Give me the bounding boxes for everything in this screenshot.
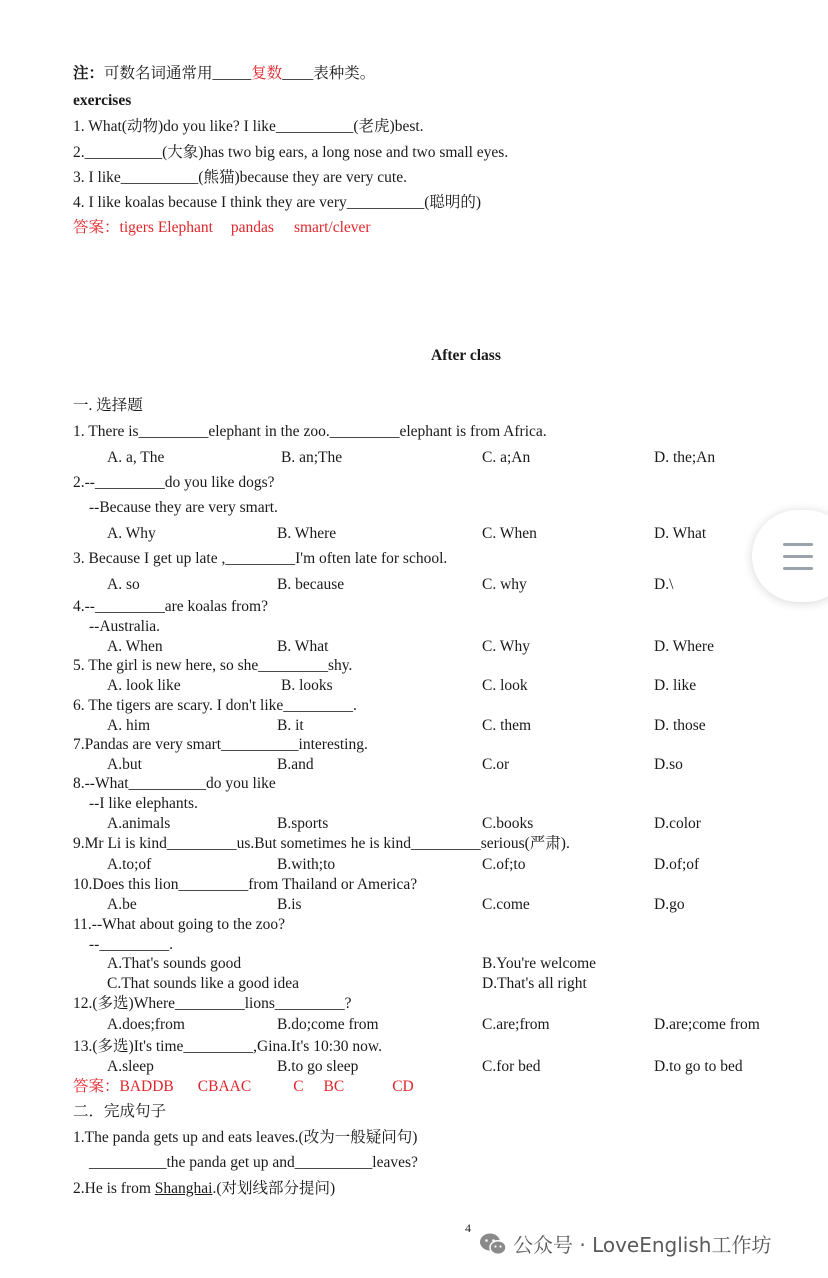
option: B.and: [277, 756, 314, 773]
exercise-item: 4. I like koalas because I think they are very__________(聪明的): [73, 194, 482, 211]
s2-question: 1.The panda gets up and eats leaves.(改为一般疑问句): [73, 1129, 418, 1146]
option: B. because: [277, 576, 345, 593]
option: B.do;come from: [277, 1016, 379, 1033]
option: A. so: [107, 576, 140, 593]
answer-value: CD: [392, 1078, 414, 1095]
option: B. an;The: [281, 449, 343, 466]
option: B.to go sleep: [277, 1058, 359, 1075]
answer-value: tigers Elephant: [119, 219, 213, 236]
note-answer: 复数: [251, 65, 283, 82]
question: 5. The girl is new here, so she_________shy.: [73, 657, 353, 674]
answer-value: BADDB: [119, 1078, 174, 1095]
option: D.of;of: [654, 856, 700, 873]
exercise-item: 3. I like__________(熊猫)because they are very cute.: [73, 169, 407, 186]
option: C. Why: [482, 638, 530, 655]
option: D. the;An: [654, 449, 716, 466]
answer-label: 答案：: [73, 219, 120, 236]
option: A. a, The: [107, 449, 165, 466]
exercise-item: 1. What(动物)do you like? I like__________(老虎)best.: [73, 118, 424, 135]
option: A.That's sounds good: [107, 955, 242, 972]
option: D.to go to bed: [654, 1058, 743, 1075]
option: A.to;of: [107, 856, 152, 873]
option: C.come: [482, 896, 530, 913]
note-pre: 可数名词通常用: [104, 65, 213, 82]
page-number: 4: [465, 1221, 471, 1235]
question: 10.Does this lion_________from Thailand or America?: [73, 876, 418, 893]
option: C.or: [482, 756, 510, 773]
question-sub: --I like elephants.: [89, 795, 198, 812]
answer-value: CBAAC: [197, 1078, 252, 1095]
question-sub: --Australia.: [89, 618, 161, 635]
option: D.so: [654, 756, 683, 773]
option: A.but: [107, 756, 142, 773]
option: C. a;An: [482, 449, 531, 466]
question: 8.--What__________do you like: [73, 775, 276, 792]
exercise-item: 2.__________(大象)has two big ears, a long nose and two small eyes.: [73, 144, 509, 161]
s2-q2-post: .(对划线部分提问): [212, 1180, 336, 1197]
option: D.are;come from: [654, 1016, 760, 1033]
option: D. those: [654, 717, 706, 734]
option: B. looks: [281, 677, 333, 694]
choice-answer-line: [73, 1079, 414, 1095]
watermark-text: 公众号 · LoveEnglish工作坊: [513, 1233, 772, 1257]
menu-icon: [783, 543, 813, 546]
s2-question-blank: __________the panda get up and__________leaves?: [89, 1154, 418, 1171]
option: A.be: [107, 896, 137, 913]
answer-value: pandas: [230, 219, 274, 236]
question: 6. The tigers are scary. I don't like_________.: [73, 697, 357, 714]
option: C.are;from: [482, 1016, 550, 1033]
answer-value: C: [293, 1078, 304, 1095]
option: D. like: [654, 677, 697, 694]
option: B.sports: [277, 815, 329, 832]
option: B.with;to: [277, 856, 336, 873]
question-sub: --_________.: [89, 936, 173, 953]
question: 11.--What about going to the zoo?: [73, 916, 286, 933]
menu-icon: [783, 555, 813, 558]
option: C. them: [482, 717, 532, 734]
option: B. it: [277, 717, 304, 734]
option: A. Why: [107, 525, 156, 542]
option: C.of;to: [482, 856, 526, 873]
note-blank-right: ____: [282, 65, 314, 82]
answer-label: 答案：: [73, 1078, 120, 1095]
option: A. When: [107, 638, 163, 655]
section1-title: 一. 选择题: [73, 397, 143, 414]
option: A.animals: [107, 815, 171, 832]
option: A.does;from: [107, 1016, 185, 1033]
option: A. him: [107, 717, 151, 734]
option: D.color: [654, 815, 701, 832]
question-sub: --Because they are very smart.: [89, 499, 278, 516]
option: B. Where: [277, 525, 337, 542]
question: 7.Pandas are very smart__________interesting.: [73, 736, 368, 753]
option: A.sleep: [107, 1058, 154, 1075]
option: D. What: [654, 525, 707, 542]
option: B.is: [277, 896, 302, 913]
option: C. When: [482, 525, 537, 542]
question: 13.(多选)It's time_________,Gina.It's 10:30 now.: [73, 1038, 382, 1055]
s2-question: [73, 1181, 335, 1197]
wechat-icon: [479, 1232, 507, 1256]
section-title: After class: [431, 347, 501, 364]
option: D.go: [654, 896, 685, 913]
question: 9.Mr Li is kind_________us.But sometimes he is kind_________serious(严肃).: [73, 835, 570, 852]
option: C.books: [482, 815, 534, 832]
answer-value: smart/clever: [293, 219, 371, 236]
option: C. look: [482, 677, 528, 694]
menu-icon: [783, 567, 813, 570]
option: A. look like: [107, 677, 181, 694]
option: C. why: [482, 576, 527, 593]
note-label: 注：: [73, 65, 105, 82]
option: C.for bed: [482, 1058, 541, 1075]
top-answer-line: [73, 220, 371, 236]
floating-menu-button[interactable]: [752, 510, 828, 602]
s2-q2-underlined: Shanghai: [154, 1180, 213, 1197]
question: 1. There is_________elephant in the zoo._________elephant is from Africa.: [73, 423, 547, 440]
s2-q2-pre: 2.He is from: [73, 1180, 155, 1197]
note-blank-left: _____: [212, 65, 252, 82]
option: D.\: [654, 576, 674, 593]
note-post: 表种类。: [313, 65, 376, 82]
option: C.That sounds like a good idea: [107, 975, 299, 992]
question: 4.--_________are koalas from?: [73, 598, 268, 615]
question: 12.(多选)Where_________lions_________?: [73, 995, 352, 1012]
answer-value: BC: [323, 1078, 345, 1095]
option: B.You're welcome: [482, 955, 597, 972]
note-line: [73, 66, 375, 82]
option: D.That's all right: [482, 975, 587, 992]
option: D. Where: [654, 638, 714, 655]
option: B. What: [277, 638, 329, 655]
question: 3. Because I get up late ,_________I'm often late for school.: [73, 550, 448, 567]
section2-title: 二．完成句子: [73, 1103, 167, 1120]
question: 2.--_________do you like dogs?: [73, 474, 275, 491]
exercises-heading: exercises: [73, 92, 132, 109]
